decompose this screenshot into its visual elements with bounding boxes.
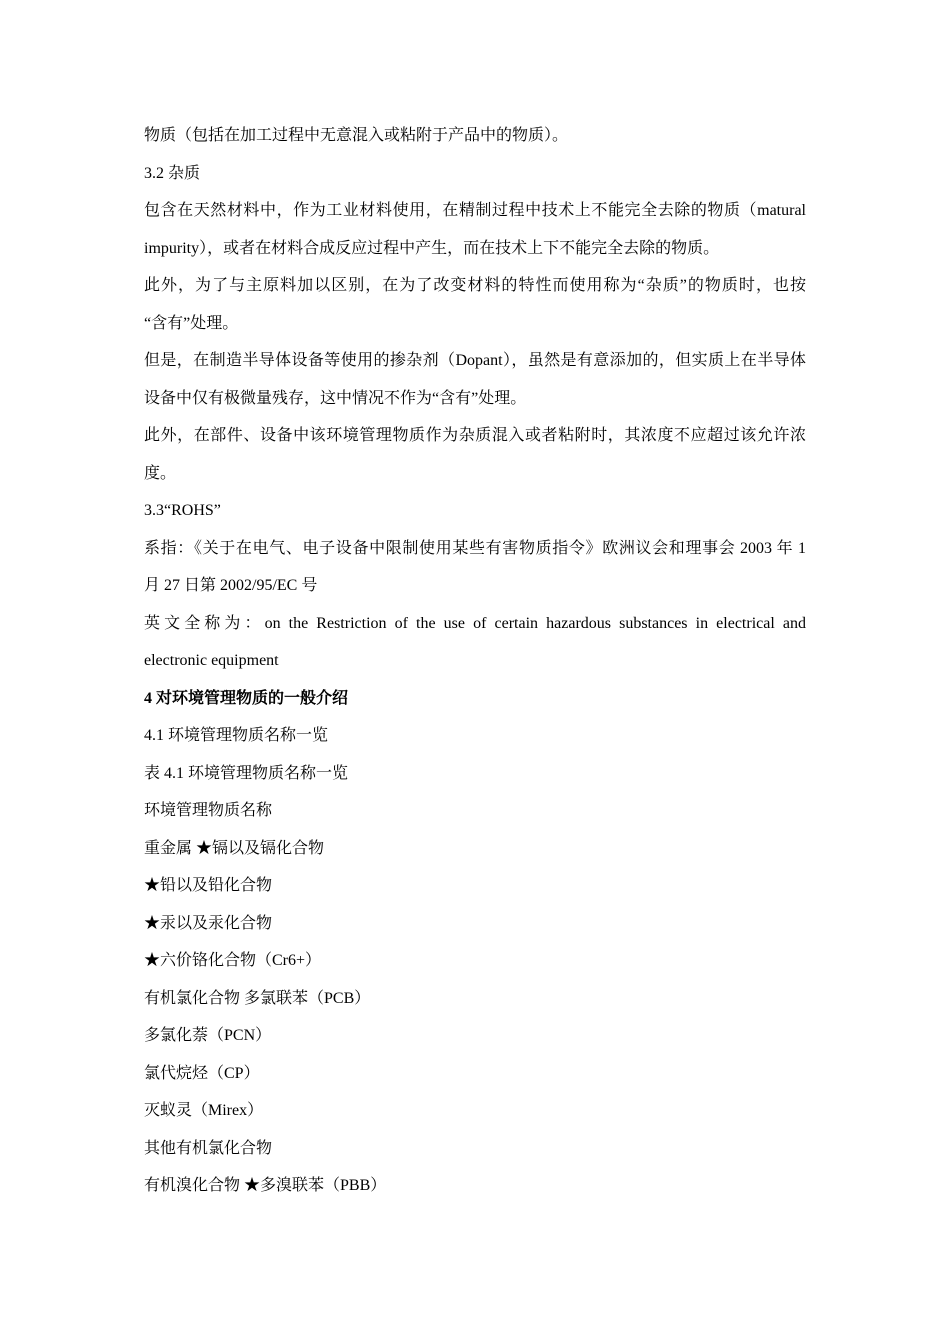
paragraph-line: 英文全称为：on the Restriction of the use of certain hazardous substances in electrical and: [144, 614, 806, 632]
section-heading-4: 4 对环境管理物质的一般介绍: [144, 689, 349, 707]
section-heading-3-3: 3.3“ROHS”: [144, 502, 221, 519]
table-row: 其他有机氯化合物: [144, 1139, 273, 1157]
table-row: ★六价铬化合物（Cr6+）: [144, 952, 322, 969]
table-header: 环境管理物质名称: [144, 802, 273, 819]
paragraph-line: 物质（包括在加工过程中无意混入或粘附于产品中的物质）。: [144, 127, 569, 144]
paragraph-line: 此外，在部件、设备中该环境管理物质作为杂质混入或者粘附时，其浓度不应超过该允许浓: [144, 427, 806, 444]
paragraph-line: 包含在天然材料中，作为工业材料使用，在精制过程中技术上不能完全去除的物质（matural: [144, 202, 806, 219]
table-row: 多氯化萘（PCN）: [144, 1027, 272, 1044]
table-row: 重金属 ★镉以及镉化合物: [144, 839, 325, 857]
paragraph-line: impurity），或者在材料合成反应过程中产生，而在技术上下不能完全去除的物质。: [144, 239, 720, 257]
section-heading-3-2: 3.2 杂质: [144, 164, 201, 182]
table-row: 有机氯化合物 多氯联苯（PCB）: [144, 989, 371, 1007]
table-row: 氯代烷烃（CP）: [144, 1064, 260, 1082]
paragraph-line: 月 27 日第 2002/95/EC 号: [144, 577, 318, 594]
table-row: ★铅以及铅化合物: [144, 877, 273, 894]
paragraph-line: 但是，在制造半导体设备等使用的掺杂剂（Dopant），虽然是有意添加的，但实质上在半导体: [144, 352, 806, 369]
paragraph-line: 系指：《关于在电气、电子设备中限制使用某些有害物质指令》欧洲议会和理事会 2003 年 1: [144, 539, 806, 557]
table-caption: 表 4.1 环境管理物质名称一览: [144, 764, 349, 782]
table-row: ★汞以及汞化合物: [144, 914, 273, 932]
table-row: 有机溴化合物 ★多溴联苯（PBB）: [144, 1177, 387, 1194]
paragraph-line: 此外，为了与主原料加以区别，在为了改变材料的特性而使用称为“杂质”的物质时，也按: [144, 277, 806, 294]
paragraph-line: “含有”处理。: [144, 314, 239, 332]
table-row: 灭蚁灵（Mirex）: [144, 1102, 264, 1119]
paragraph-line: electronic equipment: [144, 652, 279, 669]
paragraph-line: 设备中仅有极微量残存，这中情况不作为“含有”处理。: [144, 389, 527, 407]
section-heading-4-1: 4.1 环境管理物质名称一览: [144, 727, 329, 744]
paragraph-line: 度。: [144, 464, 177, 482]
document-body: [144, 117, 806, 1205]
